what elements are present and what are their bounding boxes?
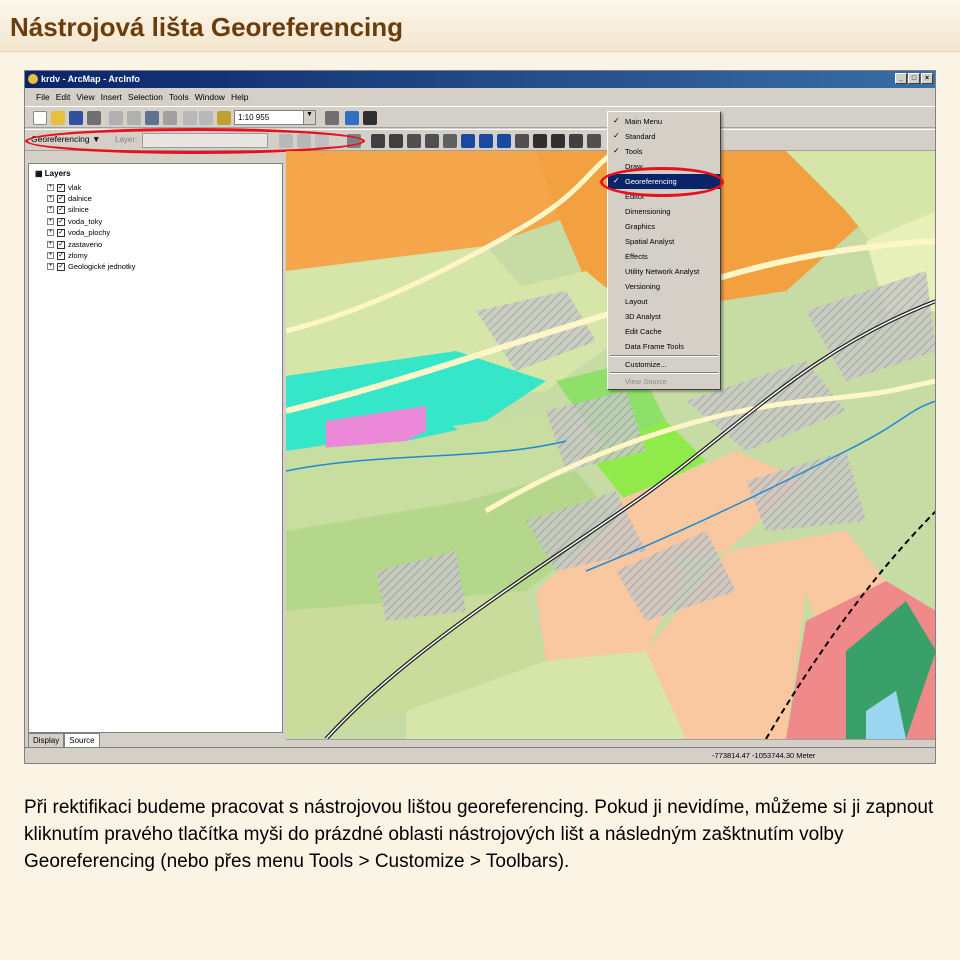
layer-row[interactable]: + ✓ zastaveno — [48, 240, 103, 249]
layer-row[interactable]: + ✓ Geologické jednotky — [48, 262, 136, 271]
minimize-button[interactable]: _ — [895, 73, 907, 84]
check-icon: ✓ — [613, 116, 620, 125]
pan-icon[interactable] — [443, 134, 457, 148]
menu-help[interactable]: Help — [230, 92, 249, 102]
toolbars-context-menu — [607, 111, 721, 390]
expand-icon[interactable]: + — [48, 218, 53, 224]
slide-title: Nástrojová lišta Georeferencing — [10, 12, 404, 42]
menu-item-graphics[interactable]: Graphics — [625, 222, 656, 231]
expand-icon[interactable]: + — [48, 229, 53, 235]
whats-this-icon[interactable] — [363, 111, 377, 125]
zoom-in-icon[interactable] — [371, 134, 385, 148]
georeferencing-menu-button[interactable]: Georeferencing ▼ — [31, 134, 101, 144]
check-icon: ✓ — [613, 131, 620, 140]
layer-checkbox[interactable]: ✓ — [58, 262, 64, 270]
menu-item-draw[interactable]: Draw — [625, 162, 643, 171]
expand-icon[interactable]: + — [48, 195, 53, 201]
chevron-down-icon[interactable]: ▼ — [303, 111, 315, 124]
menu-item-3d-analyst[interactable]: 3D Analyst — [625, 312, 661, 321]
menu-tools[interactable]: Tools — [168, 92, 189, 102]
layer-checkbox[interactable]: ✓ — [58, 205, 64, 213]
layer-checkbox[interactable]: ✓ — [58, 217, 64, 225]
tab-display[interactable]: Display — [28, 733, 64, 748]
measure-icon[interactable] — [569, 134, 583, 148]
close-button[interactable]: × — [921, 73, 933, 84]
expand-icon[interactable]: + — [48, 263, 53, 269]
map-scale-input[interactable] — [234, 110, 316, 125]
paste-icon[interactable] — [145, 111, 159, 125]
identify-icon[interactable] — [533, 134, 547, 148]
toc-tabs — [28, 733, 100, 748]
menu-selection[interactable]: Selection — [127, 92, 163, 102]
menu-insert[interactable]: Insert — [100, 92, 122, 102]
select-icon[interactable] — [515, 134, 529, 148]
menu-item-edit-cache[interactable]: Edit Cache — [625, 327, 662, 336]
map-scale-value: 1:10 955 — [238, 113, 270, 122]
layers-icon: ▦ — [35, 169, 45, 178]
menu-item-dimensioning[interactable]: Dimensioning — [625, 207, 671, 216]
layer-row[interactable]: + ✓ silnice — [48, 205, 89, 214]
layer-checkbox[interactable]: ✓ — [58, 183, 64, 191]
tab-source[interactable]: Source — [64, 733, 99, 748]
menu-item-versioning[interactable]: Versioning — [625, 282, 661, 291]
check-icon: ✓ — [613, 176, 620, 185]
window-controls — [895, 73, 933, 84]
check-icon: ✓ — [613, 146, 620, 155]
layer-row[interactable]: + ✓ voda_toky — [48, 217, 103, 226]
forward-icon[interactable] — [497, 134, 511, 148]
menu-item-standard[interactable]: ✓ Standard — [613, 131, 656, 141]
fixed-zoom-out-icon[interactable] — [425, 134, 439, 148]
layer-label: Layer: — [115, 135, 138, 144]
redo-icon[interactable] — [199, 111, 213, 125]
toc-icon[interactable] — [345, 111, 359, 125]
fixed-zoom-in-icon[interactable] — [407, 134, 421, 148]
undo-icon[interactable] — [183, 111, 197, 125]
menu-item-effects[interactable]: Effects — [625, 252, 648, 261]
window-title: krdv - ArcMap - ArcInfo — [41, 74, 140, 84]
menu-item-spatial-analyst[interactable]: Spatial Analyst — [625, 237, 675, 246]
layer-row[interactable]: + ✓ voda_plochy — [48, 228, 111, 237]
menu-item-view-source: View Source — [625, 377, 667, 386]
menu-window[interactable]: Window — [194, 92, 225, 102]
menu-item-customize[interactable]: Customize... — [625, 360, 667, 369]
layer-checkbox[interactable]: ✓ — [58, 240, 64, 248]
expand-icon[interactable]: + — [48, 206, 53, 212]
cut-icon[interactable] — [109, 111, 123, 125]
menu-item-data-frame-tools[interactable]: Data Frame Tools — [625, 342, 685, 351]
maximize-button[interactable]: □ — [908, 73, 920, 84]
back-icon[interactable] — [479, 134, 493, 148]
status-coordinates: -773814.47 -1053744.30 Meter — [712, 751, 816, 760]
menu-item-georeferencing[interactable]: ✓ Georeferencing — [608, 174, 720, 189]
layer-row[interactable]: + ✓ vlak — [48, 183, 82, 192]
layer-checkbox[interactable]: ✓ — [58, 194, 64, 202]
slide-body-text: Při rektifikaci budeme pracovat s nástrojovou lištou georeferencing. Pokud ji nevidíme, můžeme si ji zapnout kliknutím pravého tlačítka myši do prázdné oblasti nástrojových lišt a následným zašktnutím volby Georeferencing (nebo přes menu Tools > Customize > Toolbars). — [24, 797, 934, 872]
menu-item-main-menu[interactable]: ✓ Main Menu — [613, 116, 663, 126]
open-icon[interactable] — [51, 111, 65, 125]
standard-toolbar — [25, 106, 935, 128]
add-data-icon[interactable] — [217, 111, 231, 125]
menu-item-tools[interactable]: ✓ Tools — [613, 146, 643, 156]
copy-icon[interactable] — [127, 111, 141, 125]
menu-file[interactable]: File — [36, 92, 50, 102]
menu-item-editor[interactable]: Editor — [625, 192, 645, 201]
arcmap-screenshot — [24, 70, 936, 764]
new-icon[interactable] — [33, 111, 47, 125]
georeferencing-menu-highlight-ellipse — [600, 167, 724, 197]
layer-row[interactable]: + ✓ dalnice — [48, 194, 92, 203]
delete-icon[interactable] — [163, 111, 177, 125]
menu-bar — [25, 89, 935, 105]
menu-view[interactable]: View — [76, 92, 95, 102]
arcmap-icon — [28, 74, 38, 84]
status-bar — [25, 747, 935, 764]
full-extent-icon[interactable] — [461, 134, 475, 148]
layer-checkbox[interactable]: ✓ — [58, 228, 64, 236]
window-titlebar — [25, 71, 935, 88]
layer-row[interactable]: + ✓ zlomy — [48, 251, 88, 260]
hyperlink-icon[interactable] — [587, 134, 601, 148]
layer-checkbox[interactable]: ✓ — [58, 251, 64, 259]
expand-icon[interactable]: + — [48, 252, 53, 258]
menu-item-utility-network-analyst[interactable]: Utility Network Analyst — [625, 267, 700, 276]
slide-header — [0, 0, 960, 52]
editor-icon[interactable] — [325, 111, 339, 125]
menu-edit[interactable]: Edit — [55, 92, 71, 102]
zoom-out-icon[interactable] — [389, 134, 403, 148]
expand-icon[interactable]: + — [48, 184, 53, 190]
expand-icon[interactable]: + — [48, 241, 53, 247]
table-of-contents — [28, 163, 283, 733]
find-icon[interactable] — [551, 134, 565, 148]
menu-item-layout[interactable]: Layout — [625, 297, 648, 306]
print-icon[interactable] — [87, 111, 101, 125]
toc-root-layers[interactable]: ▦ Layers — [35, 169, 71, 178]
save-icon[interactable] — [69, 111, 83, 125]
